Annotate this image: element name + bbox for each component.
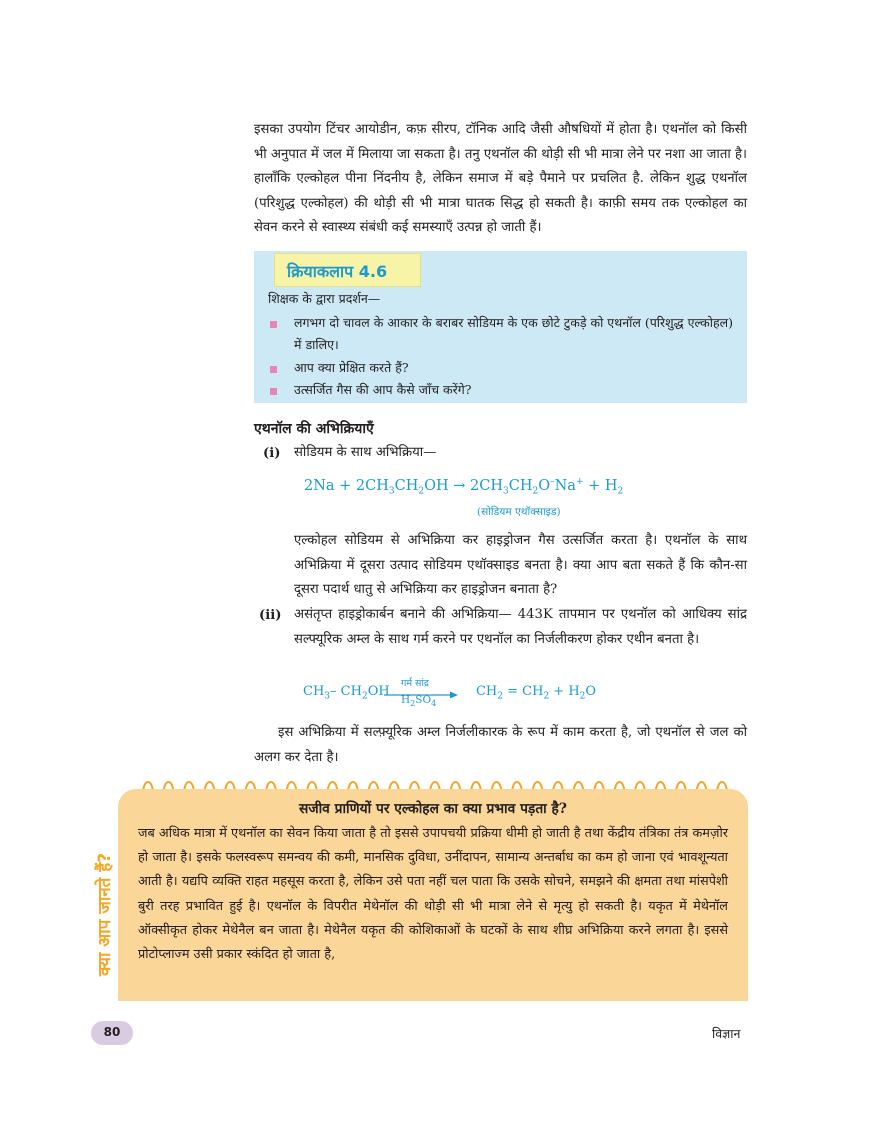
dehydration-equation: $CH_3-$ $CH_2OH$ $CH_2 = CH_2 + H_2O$ — [303, 684, 597, 702]
bullet-icon — [270, 388, 277, 395]
bullet-icon — [270, 366, 277, 373]
did-you-know-side-label — [88, 820, 118, 980]
did-you-know-title: सजीव प्राणियों पर एल्कोहल का क्या प्रभाव पड़ता है? — [299, 801, 567, 817]
reaction-2-number: (ii) — [259, 608, 282, 623]
activity-title: क्रियाकलाप 4.6 — [287, 262, 388, 281]
reaction-2-closing: इस अभिक्रिया में सल्फ़्यूरिक अम्ल निर्जलीकारक के रूप में काम करता है, जो एथनॉल से जल को अलग कर देता है। — [254, 725, 747, 765]
equation-note: (सोडियम एथॉक्साइड) — [477, 506, 561, 518]
activity-title-box — [274, 253, 421, 287]
subject-label: विज्ञान — [712, 1026, 741, 1041]
page-number: 80 — [103, 1025, 121, 1039]
intro-paragraph: इसका उपयोग टिंचर आयोडीन, कफ़ सीरप, टॉनिक आदि जैसी औषधियों में होता है। एथनॉल को किसी भी अनुपात में जल में मिलाया जा सकता है। तनु एथनॉल की थोड़ी सी भी मात्रा लेने पर नशा आ जाता है। हालाँकि एल्कोहल पीना निंदनीय है, लेकिन समाज में बड़े पैमाने पर प्रचलित है. लेकिन शुद्ध एथनॉल (परिशुद्ध एल्कोहल) की थोड़ी सी भी मात्रा घातक सिद्ध हो सकती है। काफ़ी समय तक एल्कोहल का सेवन करने से स्वास्थ्य संबंधी कई समस्याएँ उत्पन्न हो जाती हैं। — [254, 122, 747, 235]
reaction-1-text: एल्कोहल सोडियम से अभिक्रिया कर हाइड्रोजन गैस उत्सर्जित करता है। एथनॉल के साथ अभिक्रिया में दूसरा उत्पाद सोडियम एथॉक्साइड बनता है। क्या आप बता सकते हैं कि कौन-सा दूसरा पदार्थ धातु से अभिक्रिया कर हाइड्रोजन बनाता है? — [294, 533, 747, 597]
activity-item-3: उत्सर्जित गैस की आप कैसे जाँच करेंगे? — [294, 382, 472, 397]
did-you-know-box — [118, 789, 748, 1001]
reaction-condition-top: गर्म सांद्र — [401, 678, 429, 689]
bullet-icon — [270, 321, 277, 328]
page-number-badge — [91, 1021, 133, 1045]
activity-item-2: आप क्या प्रेक्षित करते हैं? — [294, 360, 409, 375]
reaction-1-title: सोडियम के साथ अभिक्रिया— — [294, 445, 437, 460]
did-you-know-text: जब अधिक मात्रा में एथनॉल का सेवन किया जाता है तो इससे उपापचयी प्रक्रिया धीमी हो जाती है तथा केंद्रीय तंत्रिका तंत्र कमज़ोर हो जाता है। इसके फलस्वरूप समन्वय की कमी, मानसिक दुविधा, उनींदापन, सामान्य अन्तर्बाध का कम हो जाना एवं भावशून्यता आती है। यद्यपि व्यक्ति राहत महसूस करता है, लेकिन उसे पता नहीं चल पाता कि उसके सोचने, समझने की क्षमता तथा मांसपेशी बुरी तरह प्रभावित हुई है। एथनॉल के विपरीत मेथेनॉल की थोड़ी सी भी मात्रा लेने से मृत्यु हो सकती है। यकृत में मेथेनॉल ऑक्सीकृत होकर मेथेनैल बन जाता है। मेथेनैल यकृत की कोशिकाओं के घटकों के साथ शीघ्र अभिक्रिया करने लगता है। इससे प्रोटोप्लाज्म उसी प्रकार स्कंदित हो जाता है, — [138, 826, 728, 963]
section-heading: एथनॉल की अभिक्रियाएँ — [254, 421, 374, 437]
reaction-1-number: (i) — [263, 446, 281, 461]
activity-item-1: लगभग दो चावल के आकार के बराबर सोडियम के एक छोटे टुकड़े को एथनॉल (परिशुद्ध एल्कोहल) में डालिए। — [294, 315, 733, 352]
reaction-2-text: असंतृप्त हाइड्रोकार्बन बनाने की अभिक्रिया— 443K तापमान पर एथनॉल को आधिक्य सांद्र सल्फ्यूरिक अम्ल के साथ गर्म करने पर एथनॉल का निर्जलीकरण होकर एथीन बनता है। — [294, 607, 747, 647]
activity-intro: शिक्षक के द्वारा प्रदर्शन— — [268, 291, 381, 306]
sodium-reaction-equation: $2Na + 2CH_3CH_2OH \to 2CH_3CH_2O^-Na^+ + H_2$ — [304, 477, 624, 497]
activity-box — [254, 251, 747, 403]
reaction-condition-bottom: $H_2SO_4$ — [401, 694, 437, 709]
svg-text:क्या आप जानते हैं?: क्या आप जानते हैं? — [95, 852, 115, 976]
